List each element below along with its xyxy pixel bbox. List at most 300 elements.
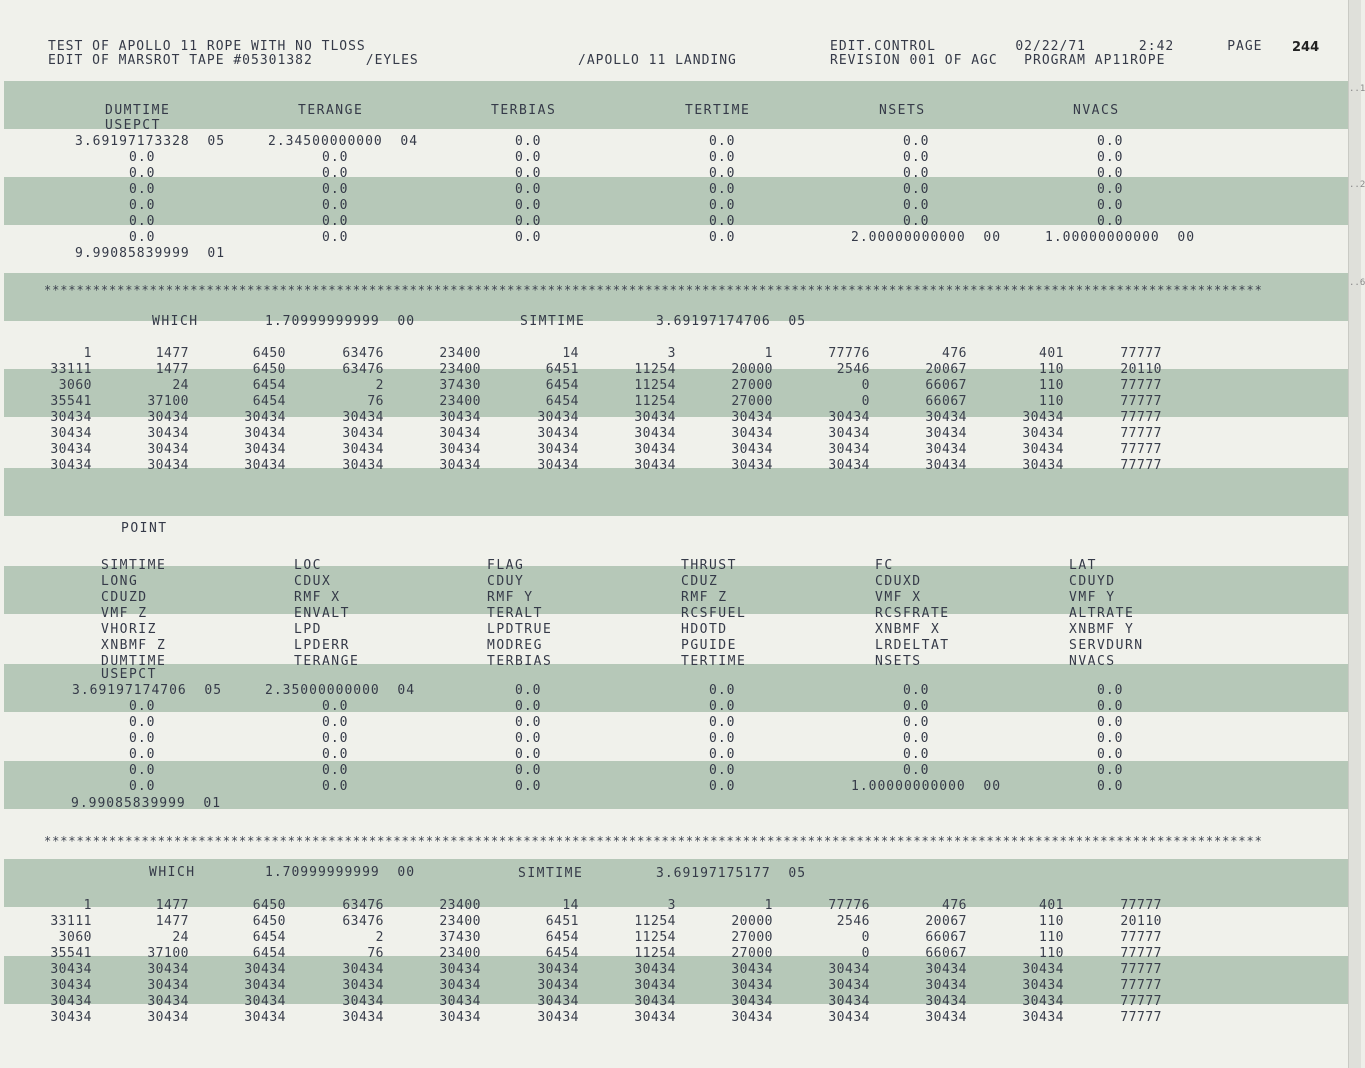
octal-cell: 30434	[634, 410, 676, 425]
value-cell: 2.00000000000 00	[851, 230, 1002, 245]
octal-cell: 27000	[731, 378, 773, 393]
octal-cell: 30434	[147, 458, 189, 473]
value-cell: 0.0	[515, 214, 542, 229]
which-label: WHICH	[149, 865, 196, 880]
field-label: RMF Y	[487, 590, 534, 605]
field-label: LPD	[294, 622, 322, 637]
separator-stars: ******************************************************************************************************************************************************	[44, 834, 1263, 848]
octal-cell: 30434	[1022, 458, 1064, 473]
column-header: TERBIAS	[491, 103, 557, 118]
octal-cell: 30434	[147, 426, 189, 441]
octal-cell: 77777	[1120, 978, 1162, 993]
usepct-label: USEPCT	[105, 118, 161, 133]
field-label: LPDERR	[294, 638, 350, 653]
octal-cell: 33111	[50, 362, 92, 377]
value-cell: 0.0	[903, 150, 930, 165]
green-band	[4, 566, 1348, 614]
octal-cell: 30434	[634, 458, 676, 473]
value-cell: 0.0	[322, 230, 349, 245]
octal-cell: 30434	[731, 410, 773, 425]
octal-cell: 37430	[439, 378, 481, 393]
margin-mark: ..1	[1349, 84, 1365, 94]
octal-cell: 401	[1039, 898, 1064, 913]
value-cell: 0.0	[903, 166, 930, 181]
octal-cell: 2	[375, 378, 384, 393]
octal-cell: 6450	[252, 898, 286, 913]
green-band	[4, 177, 1348, 225]
field-label: CDUYD	[1069, 574, 1116, 589]
octal-cell: 6454	[545, 946, 579, 961]
octal-cell: 30434	[828, 994, 870, 1009]
octal-cell: 6451	[545, 362, 579, 377]
octal-cell: 1477	[155, 898, 189, 913]
value-cell: 3.69197173328 05	[75, 134, 226, 149]
value-cell: 0.0	[709, 731, 736, 746]
value-cell: 0.0	[322, 198, 349, 213]
octal-cell: 30434	[537, 978, 579, 993]
octal-cell: 30434	[244, 978, 286, 993]
field-label: XNBMF Z	[101, 638, 167, 653]
octal-cell: 30434	[731, 1010, 773, 1025]
octal-cell: 30434	[147, 410, 189, 425]
octal-cell: 11254	[634, 946, 676, 961]
octal-cell: 476	[942, 346, 967, 361]
field-label: LRDELTAT	[875, 638, 950, 653]
octal-cell: 110	[1039, 394, 1064, 409]
field-label: LAT	[1069, 558, 1097, 573]
octal-cell: 30434	[147, 962, 189, 977]
octal-cell: 77776	[828, 346, 870, 361]
octal-cell: 30434	[537, 1010, 579, 1025]
octal-cell: 20067	[925, 362, 967, 377]
octal-cell: 76	[367, 394, 384, 409]
octal-cell: 30434	[925, 994, 967, 1009]
which-value: 1.70999999999 00	[265, 865, 416, 880]
value-cell: 0.0	[322, 214, 349, 229]
value-cell: 0.0	[709, 182, 736, 197]
green-band	[4, 81, 1348, 129]
octal-cell: 30434	[342, 962, 384, 977]
value-cell: 0.0	[515, 683, 542, 698]
octal-cell: 30434	[1022, 426, 1064, 441]
octal-cell: 77777	[1120, 898, 1162, 913]
value-cell: 0.0	[515, 150, 542, 165]
octal-cell: 35541	[50, 946, 92, 961]
field-label: VMF Y	[1069, 590, 1116, 605]
octal-cell: 77777	[1120, 378, 1162, 393]
octal-cell: 1	[83, 346, 92, 361]
octal-cell: 30434	[634, 426, 676, 441]
value-cell: 0.0	[1097, 763, 1124, 778]
octal-cell: 20110	[1120, 914, 1162, 929]
value-cell: 0.0	[129, 166, 156, 181]
column-header: NVACS	[1073, 103, 1120, 118]
octal-cell: 30434	[1022, 442, 1064, 457]
value-cell: 0.0	[322, 182, 349, 197]
which-value: 1.70999999999 00	[265, 314, 416, 329]
octal-cell: 63476	[342, 914, 384, 929]
value-cell: 0.0	[1097, 715, 1124, 730]
octal-cell: 11254	[634, 914, 676, 929]
value-cell: 0.0	[903, 683, 930, 698]
octal-cell: 63476	[342, 346, 384, 361]
value-cell: 0.0	[1097, 198, 1124, 213]
octal-cell: 3060	[58, 930, 92, 945]
octal-cell: 77777	[1120, 426, 1162, 441]
field-label: CDUXD	[875, 574, 922, 589]
value-cell: 2.34500000000 04	[268, 134, 419, 149]
value-cell: 0.0	[322, 699, 349, 714]
octal-cell: 30434	[731, 978, 773, 993]
octal-cell: 30434	[342, 410, 384, 425]
octal-cell: 77777	[1120, 962, 1162, 977]
octal-cell: 6454	[545, 378, 579, 393]
octal-cell: 24	[172, 930, 189, 945]
octal-cell: 11254	[634, 394, 676, 409]
octal-cell: 30434	[731, 994, 773, 1009]
value-cell: 0.0	[709, 166, 736, 181]
field-label: SIMTIME	[101, 558, 167, 573]
octal-cell: 20000	[731, 914, 773, 929]
octal-cell: 30434	[731, 442, 773, 457]
octal-cell: 3060	[58, 378, 92, 393]
field-label: DUMTIME	[101, 654, 167, 669]
value-cell: 0.0	[1097, 731, 1124, 746]
green-band	[4, 468, 1348, 516]
simtime-label: SIMTIME	[518, 866, 584, 881]
value-cell: 0.0	[709, 699, 736, 714]
field-label: CDUX	[294, 574, 332, 589]
octal-cell: 30434	[50, 458, 92, 473]
octal-cell: 30434	[537, 410, 579, 425]
field-label: SERVDURN	[1069, 638, 1144, 653]
octal-cell: 30434	[537, 426, 579, 441]
octal-cell: 20110	[1120, 362, 1162, 377]
octal-cell: 30434	[342, 1010, 384, 1025]
octal-cell: 66067	[925, 394, 967, 409]
octal-cell: 30434	[925, 1010, 967, 1025]
octal-cell: 30434	[439, 1010, 481, 1025]
octal-cell: 23400	[439, 914, 481, 929]
tape-edit-line: EDIT OF MARSROT TAPE #05301382 /EYLES	[48, 53, 419, 68]
value-cell: 0.0	[322, 150, 349, 165]
octal-cell: 30434	[828, 410, 870, 425]
value-cell: 0.0	[709, 747, 736, 762]
value-cell: 0.0	[1097, 214, 1124, 229]
octal-cell: 1477	[155, 362, 189, 377]
value-cell: 2.35000000000 04	[265, 683, 416, 698]
octal-cell: 30434	[147, 994, 189, 1009]
value-cell: 0.0	[129, 230, 156, 245]
field-label: LPDTRUE	[487, 622, 553, 637]
octal-cell: 1	[764, 898, 773, 913]
octal-cell: 27000	[731, 946, 773, 961]
point-usepct-label: USEPCT	[101, 667, 157, 682]
octal-cell: 30434	[634, 978, 676, 993]
separator-stars: ******************************************************************************************************************************************************	[44, 283, 1263, 297]
field-label: TERANGE	[294, 654, 360, 669]
octal-cell: 30434	[50, 442, 92, 457]
value-cell: 1.00000000000 00	[1045, 230, 1196, 245]
octal-cell: 30434	[50, 1010, 92, 1025]
octal-cell: 476	[942, 898, 967, 913]
field-label: RMF Z	[681, 590, 728, 605]
field-label: NVACS	[1069, 654, 1116, 669]
octal-cell: 30434	[342, 442, 384, 457]
value-cell: 0.0	[129, 715, 156, 730]
value-cell: 0.0	[322, 715, 349, 730]
octal-cell: 33111	[50, 914, 92, 929]
octal-cell: 30434	[1022, 1010, 1064, 1025]
octal-cell: 1	[764, 346, 773, 361]
octal-cell: 30434	[439, 994, 481, 1009]
octal-cell: 30434	[1022, 978, 1064, 993]
value-cell: 0.0	[903, 763, 930, 778]
octal-cell: 76	[367, 946, 384, 961]
octal-cell: 30434	[342, 458, 384, 473]
octal-cell: 20000	[731, 362, 773, 377]
field-label: XNBMF X	[875, 622, 941, 637]
octal-cell: 30434	[537, 442, 579, 457]
octal-cell: 3	[667, 898, 676, 913]
octal-cell: 77777	[1120, 1010, 1162, 1025]
octal-cell: 30434	[634, 1010, 676, 1025]
octal-cell: 110	[1039, 362, 1064, 377]
octal-cell: 6454	[252, 394, 286, 409]
field-label: RCSFUEL	[681, 606, 747, 621]
value-cell: 0.0	[322, 763, 349, 778]
octal-cell: 30434	[1022, 410, 1064, 425]
octal-cell: 30434	[50, 962, 92, 977]
column-header: DUMTIME	[105, 103, 171, 118]
value-cell: 0.0	[515, 699, 542, 714]
octal-cell: 66067	[925, 930, 967, 945]
octal-cell: 30434	[828, 426, 870, 441]
field-label: HDOTD	[681, 622, 728, 637]
octal-cell: 6450	[252, 362, 286, 377]
value-cell: 0.0	[129, 731, 156, 746]
value-cell: 0.0	[129, 779, 156, 794]
octal-cell: 30434	[439, 978, 481, 993]
page-number: 244	[1292, 40, 1320, 55]
octal-cell: 6451	[545, 914, 579, 929]
octal-cell: 30434	[634, 442, 676, 457]
value-cell: 0.0	[129, 747, 156, 762]
octal-cell: 77777	[1120, 410, 1162, 425]
octal-cell: 66067	[925, 378, 967, 393]
value-cell: 0.0	[129, 699, 156, 714]
octal-cell: 6450	[252, 914, 286, 929]
value-cell: 0.0	[129, 150, 156, 165]
octal-cell: 77777	[1120, 458, 1162, 473]
value-cell: 0.0	[709, 683, 736, 698]
value-cell: 0.0	[709, 214, 736, 229]
octal-cell: 77776	[828, 898, 870, 913]
field-label: TERBIAS	[487, 654, 553, 669]
octal-cell: 30434	[244, 458, 286, 473]
field-label: FLAG	[487, 558, 525, 573]
value-cell: 0.0	[1097, 779, 1124, 794]
octal-cell: 77777	[1120, 394, 1162, 409]
octal-cell: 30434	[244, 1010, 286, 1025]
value-cell: 3.69197174706 05	[72, 683, 223, 698]
octal-cell: 30434	[1022, 994, 1064, 1009]
field-label: VHORIZ	[101, 622, 157, 637]
octal-cell: 30434	[244, 962, 286, 977]
octal-cell: 110	[1039, 930, 1064, 945]
field-label: VMF Z	[101, 606, 148, 621]
value-cell: 0.0	[903, 731, 930, 746]
value-cell: 0.0	[709, 198, 736, 213]
octal-cell: 30434	[925, 426, 967, 441]
octal-cell: 30434	[147, 442, 189, 457]
octal-cell: 14	[562, 898, 579, 913]
value-cell: 0.0	[903, 214, 930, 229]
revision-line: REVISION 001 OF AGC PROGRAM AP11ROPE	[830, 53, 1166, 68]
field-label: ALTRATE	[1069, 606, 1135, 621]
block1-footer-value: 9.99085839999 01	[75, 246, 226, 261]
value-cell: 0.0	[515, 779, 542, 794]
octal-cell: 30434	[50, 978, 92, 993]
octal-cell: 30434	[925, 442, 967, 457]
octal-cell: 63476	[342, 898, 384, 913]
value-cell: 0.0	[903, 699, 930, 714]
value-cell: 0.0	[903, 198, 930, 213]
value-cell: 0.0	[1097, 166, 1124, 181]
octal-cell: 37100	[147, 394, 189, 409]
octal-cell: 30434	[50, 426, 92, 441]
field-label: ENVALT	[294, 606, 350, 621]
value-cell: 0.0	[515, 731, 542, 746]
column-header: NSETS	[879, 103, 926, 118]
octal-cell: 30434	[537, 962, 579, 977]
mission-name: /APOLLO 11 LANDING	[578, 53, 737, 68]
value-cell: 0.0	[515, 747, 542, 762]
octal-cell: 0	[861, 378, 870, 393]
field-label: CDUZD	[101, 590, 148, 605]
octal-cell: 11254	[634, 930, 676, 945]
octal-cell: 2	[375, 930, 384, 945]
value-cell: 0.0	[1097, 150, 1124, 165]
octal-cell: 30434	[342, 426, 384, 441]
octal-cell: 20067	[925, 914, 967, 929]
value-cell: 0.0	[322, 747, 349, 762]
octal-cell: 77777	[1120, 442, 1162, 457]
octal-cell: 77777	[1120, 346, 1162, 361]
value-cell: 0.0	[709, 715, 736, 730]
octal-cell: 30434	[731, 962, 773, 977]
octal-cell: 30434	[634, 962, 676, 977]
octal-cell: 66067	[925, 946, 967, 961]
value-cell: 0.0	[129, 198, 156, 213]
octal-cell: 77777	[1120, 994, 1162, 1009]
octal-cell: 0	[861, 930, 870, 945]
octal-cell: 6454	[545, 394, 579, 409]
value-cell: 0.0	[1097, 747, 1124, 762]
octal-cell: 23400	[439, 394, 481, 409]
value-cell: 0.0	[515, 166, 542, 181]
octal-cell: 30434	[342, 994, 384, 1009]
octal-cell: 30434	[925, 962, 967, 977]
octal-cell: 30434	[244, 442, 286, 457]
value-cell: 0.0	[903, 134, 930, 149]
octal-cell: 1477	[155, 914, 189, 929]
octal-cell: 30434	[342, 978, 384, 993]
octal-cell: 30434	[1022, 962, 1064, 977]
value-cell: 0.0	[709, 779, 736, 794]
value-cell: 0.0	[129, 763, 156, 778]
value-cell: 0.0	[515, 763, 542, 778]
octal-cell: 37100	[147, 946, 189, 961]
field-label: LONG	[101, 574, 139, 589]
field-label: XNBMF Y	[1069, 622, 1135, 637]
value-cell: 0.0	[322, 166, 349, 181]
value-cell: 0.0	[129, 214, 156, 229]
octal-cell: 30434	[50, 410, 92, 425]
point-title: POINT	[121, 521, 168, 536]
value-cell: 0.0	[322, 779, 349, 794]
octal-cell: 11254	[634, 362, 676, 377]
margin-mark: ..6	[1349, 278, 1365, 288]
field-label: FC	[875, 558, 894, 573]
field-label: VMF X	[875, 590, 922, 605]
octal-cell: 77777	[1120, 946, 1162, 961]
octal-cell: 30434	[828, 978, 870, 993]
value-cell: 0.0	[1097, 182, 1124, 197]
octal-cell: 30434	[439, 442, 481, 457]
octal-cell: 30434	[925, 410, 967, 425]
octal-cell: 30434	[828, 458, 870, 473]
page-edge	[1348, 0, 1365, 1068]
octal-cell: 3	[667, 346, 676, 361]
octal-cell: 110	[1039, 378, 1064, 393]
octal-cell: 6450	[252, 346, 286, 361]
edit-control-line: EDIT.CONTROL 02/22/71 2:42 PAGE	[830, 39, 1263, 54]
value-cell: 0.0	[903, 747, 930, 762]
octal-cell: 30434	[244, 994, 286, 1009]
value-cell: 0.0	[709, 150, 736, 165]
octal-cell: 6454	[252, 946, 286, 961]
value-cell: 0.0	[709, 230, 736, 245]
octal-cell: 6454	[252, 930, 286, 945]
octal-cell: 37430	[439, 930, 481, 945]
value-cell: 1.00000000000 00	[851, 779, 1002, 794]
octal-cell: 30434	[925, 458, 967, 473]
field-label: LOC	[294, 558, 322, 573]
octal-cell: 30434	[50, 994, 92, 1009]
octal-cell: 23400	[439, 362, 481, 377]
octal-cell: 30434	[439, 458, 481, 473]
octal-cell: 6454	[545, 930, 579, 945]
column-header: TERANGE	[298, 103, 364, 118]
octal-cell: 2546	[836, 362, 870, 377]
octal-cell: 30434	[244, 410, 286, 425]
octal-cell: 30434	[439, 410, 481, 425]
octal-cell: 24	[172, 378, 189, 393]
octal-cell: 30434	[731, 458, 773, 473]
value-cell: 0.0	[129, 182, 156, 197]
value-cell: 0.0	[1097, 699, 1124, 714]
field-label: RCSFRATE	[875, 606, 950, 621]
field-label: MODREG	[487, 638, 543, 653]
value-cell: 0.0	[515, 134, 542, 149]
octal-cell: 30434	[537, 458, 579, 473]
field-label: CDUY	[487, 574, 525, 589]
field-label: THRUST	[681, 558, 737, 573]
octal-cell: 0	[861, 394, 870, 409]
value-cell: 0.0	[515, 198, 542, 213]
octal-cell: 30434	[731, 426, 773, 441]
